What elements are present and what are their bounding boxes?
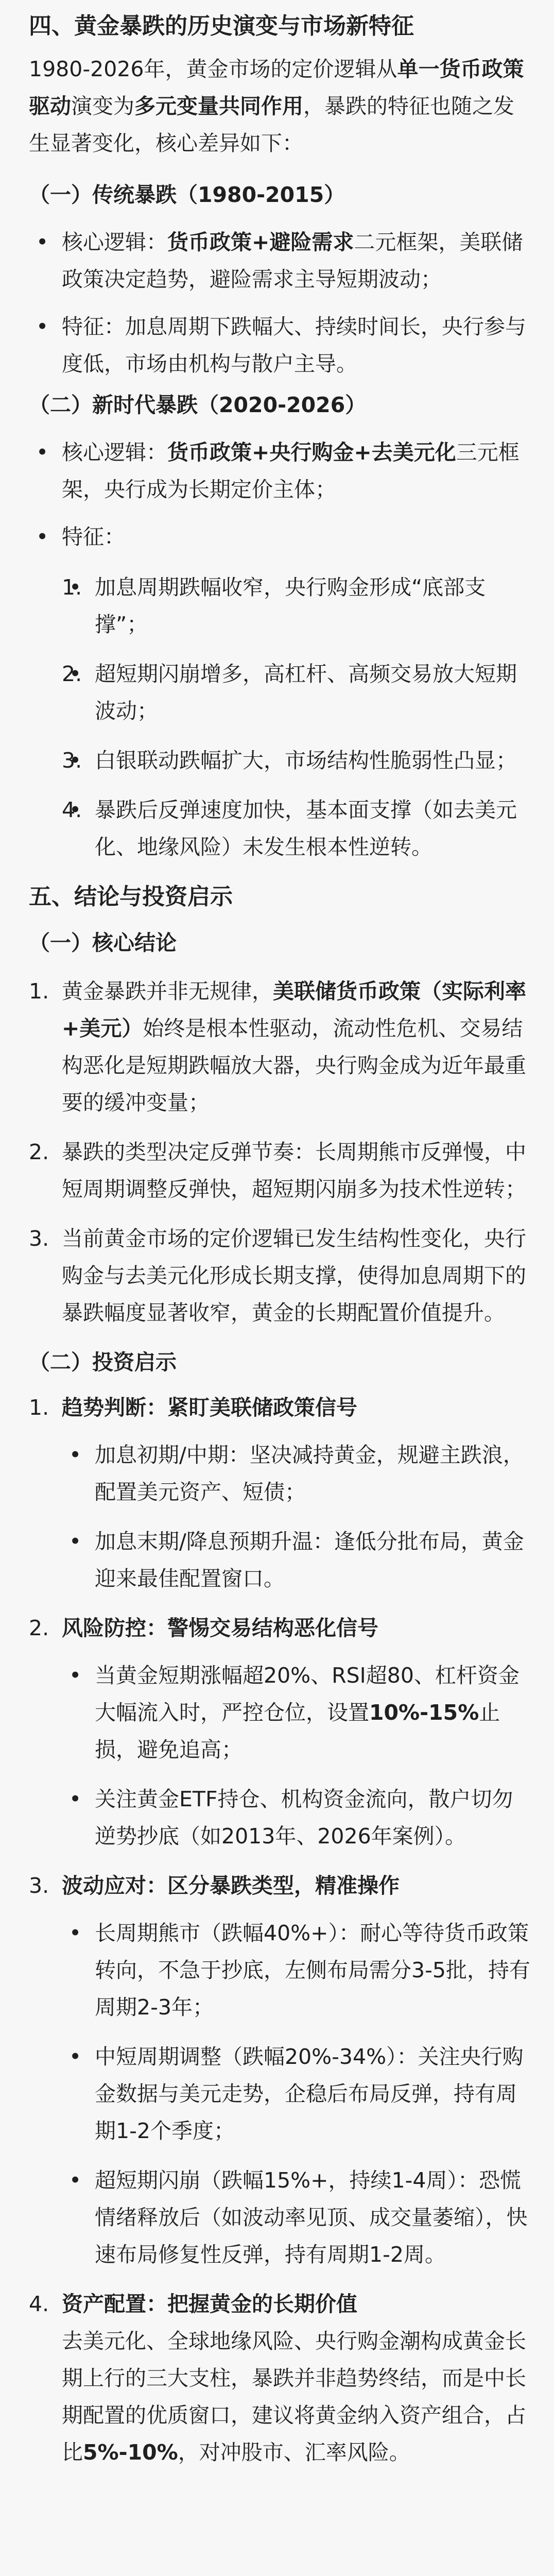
text-run: 加息初期/中期：坚决减持黄金，规避主跌浪，配置美元资产、短债； <box>95 1443 524 1504</box>
item-number: • 3. <box>62 748 82 773</box>
item-text <box>62 979 526 1115</box>
list-item <box>62 1436 531 1511</box>
list-item <box>62 1523 531 1597</box>
text-run: 止损，避免追高； <box>95 1700 500 1762</box>
emphasis-text: 多元变量共同作用 <box>134 94 303 118</box>
feature-list <box>62 569 531 866</box>
text-run: 超短期闪崩（跌幅15%+，持续1-4周）：恐慌情绪释放后（如波动率见顶、成交量萎缩），快速布局修复性反弹，持有周期1-2周。 <box>95 2168 528 2267</box>
list-item <box>29 1389 531 1597</box>
item-text <box>62 1226 526 1325</box>
item-number: • 1. <box>62 575 82 600</box>
sub-list <box>62 1657 531 1855</box>
section-4-heading: 四、黄金暴跌的历史演变与市场新特征 <box>29 13 414 39</box>
list-item <box>62 1657 531 1768</box>
emphasis-text: 美联储货币政策（实际利率+美元） <box>62 979 526 1041</box>
text-run: 关注黄金ETF持仓、机构资金流向，散户切勿逆势抄底（如2013年、2026年案例）。 <box>95 1787 513 1849</box>
list-item <box>29 1220 531 1331</box>
text-run: 中短周期调整（跌幅20%-34%）：关注央行购金数据与美元走势，企稳后布局反弹，持有周期1-2个季度； <box>95 2044 524 2143</box>
list-item <box>29 973 531 1121</box>
conclusion-list <box>29 973 531 1331</box>
subsection-conclusion-heading: （一）核心结论 <box>29 930 177 955</box>
traditional-list <box>29 224 531 382</box>
group-heading: 波动应对：区分暴跌类型，精准操作 <box>62 1873 400 1898</box>
item-text: 加息周期跌幅收窄，央行购金形成“底部支撑”； <box>95 575 486 637</box>
list-item <box>29 518 531 866</box>
text-run: 黄金暴跌并非无规律， <box>62 979 273 1004</box>
subsection-investment-heading: （二）投资启示 <box>29 1350 177 1375</box>
investment-list <box>29 1389 531 2471</box>
emphasis-text: 货币政策+避险需求 <box>167 230 354 255</box>
item-number: 3. <box>29 1226 49 1251</box>
subsection-new-era-heading: （二）新时代暴跌（2020-2026） <box>29 393 367 417</box>
text-run: 暴跌的类型决定反弹节奏：长周期熊市反弹慢，中短周期调整反弹快，超短期闪崩多为技术性逆转； <box>62 1140 526 1201</box>
list-item <box>62 655 531 730</box>
subsection-traditional-heading: （一）传统暴跌（1980-2015） <box>29 182 345 207</box>
text-run: 当黄金短期涨幅超20%、RSI超80、杠杆资金大幅流入时，严控仓位，设置 <box>95 1663 520 1725</box>
item-number: 1. <box>29 979 49 1004</box>
text-run: 加息末期/降息预期升温：逢低分批布局，黄金迎来最佳配置窗口。 <box>95 1529 524 1591</box>
item-number: 4. <box>29 2292 49 2316</box>
group-heading: 风险防控：警惕交易结构恶化信号 <box>62 1616 378 1640</box>
text-run: 1980-2026年，黄金市场的定价逻辑从 <box>29 57 397 81</box>
group-text <box>62 2323 531 2471</box>
text-run: 核心逻辑： <box>62 440 167 465</box>
item-number: 2. <box>29 1140 49 1164</box>
text-run: 始终是根本性驱动，流动性危机、交易结构恶化是短期跌幅放大器，央行购金成为近年最重要的缓冲变量； <box>62 1016 526 1115</box>
feature-label: 特征： <box>62 524 125 549</box>
item-number: 3. <box>29 1873 49 1898</box>
list-item <box>62 2162 531 2273</box>
item-text: 超短期闪崩增多，高杠杆、高频交易放大短期波动； <box>95 662 517 723</box>
text-run: 核心逻辑： <box>62 230 167 255</box>
text-run: 去美元化、全球地缘风险、央行购金潮构成黄金长期上行的三大支柱，暴跌并非趋势终结，而是中长期配置的优质窗口，建议将黄金纳入资产组合，占比 <box>62 2329 526 2465</box>
list-item <box>29 1133 531 1208</box>
list-item <box>62 1914 531 2026</box>
new-era-list <box>29 434 531 866</box>
text-run: 长周期熊市（跌幅40%+）：耐心等待货币政策转向，不急于抄底，左侧布局需分3-5批，持有周期2-3年； <box>95 1921 530 2020</box>
item-number: 1. <box>29 1395 49 1420</box>
text-run: ，暴跌的特征也随之发生显著变化，核心差异如下： <box>29 94 514 156</box>
emphasis-text: 5%-10% <box>83 2440 178 2465</box>
list-item <box>62 1781 531 1855</box>
emphasis-text: 单一货币政策驱动 <box>29 57 524 118</box>
sub-list <box>62 1436 531 1597</box>
text-run: 特征：加息周期下跌幅大、持续时间长，央行参与度低，市场由机构与散户主导。 <box>62 314 526 376</box>
emphasis-text: 货币政策+央行购金+去美元化 <box>167 440 456 465</box>
item-text <box>62 1140 526 1201</box>
group-heading: 资产配置：把握黄金的长期价值 <box>62 2292 357 2316</box>
list-item <box>62 742 531 779</box>
emphasis-text: 10%-15% <box>369 1700 479 1725</box>
text-run: 二元框架，美联储政策决定趋势，避险需求主导短期波动； <box>62 230 523 292</box>
list-item <box>29 1609 531 1855</box>
item-number: • 2. <box>62 662 82 686</box>
item-number: 2. <box>29 1616 49 1640</box>
list-item <box>62 569 531 643</box>
text-run: ，对冲股市、汇率风险。 <box>178 2440 410 2465</box>
sub-list <box>62 1914 531 2273</box>
item-number: • 4. <box>62 798 82 822</box>
section-4-intro <box>29 50 531 162</box>
list-item <box>29 434 531 508</box>
list-item <box>62 791 531 866</box>
text-run: 三元框架，央行成为长期定价主体； <box>62 440 520 502</box>
item-text: 暴跌后反弹速度加快，基本面支撑（如去美元化、地缘风险）未发生根本性逆转。 <box>95 798 517 859</box>
list-item <box>29 2285 531 2471</box>
list-item <box>29 224 531 298</box>
list-item <box>29 308 531 382</box>
group-heading: 趋势判断：紧盯美联储政策信号 <box>62 1395 357 1420</box>
item-text: 白银联动跌幅扩大，市场结构性脆弱性凸显； <box>95 748 517 773</box>
list-item <box>62 2038 531 2149</box>
text-run: 当前黄金市场的定价逻辑已发生结构性变化，央行购金与去美元化形成长期支撑，使得加息周期下的暴跌幅度显著收窄，黄金的长期配置价值提升。 <box>62 1226 526 1325</box>
text-run: 演变为 <box>71 94 134 118</box>
list-item <box>29 1867 531 2273</box>
section-5-heading: 五、结论与投资启示 <box>29 884 233 910</box>
